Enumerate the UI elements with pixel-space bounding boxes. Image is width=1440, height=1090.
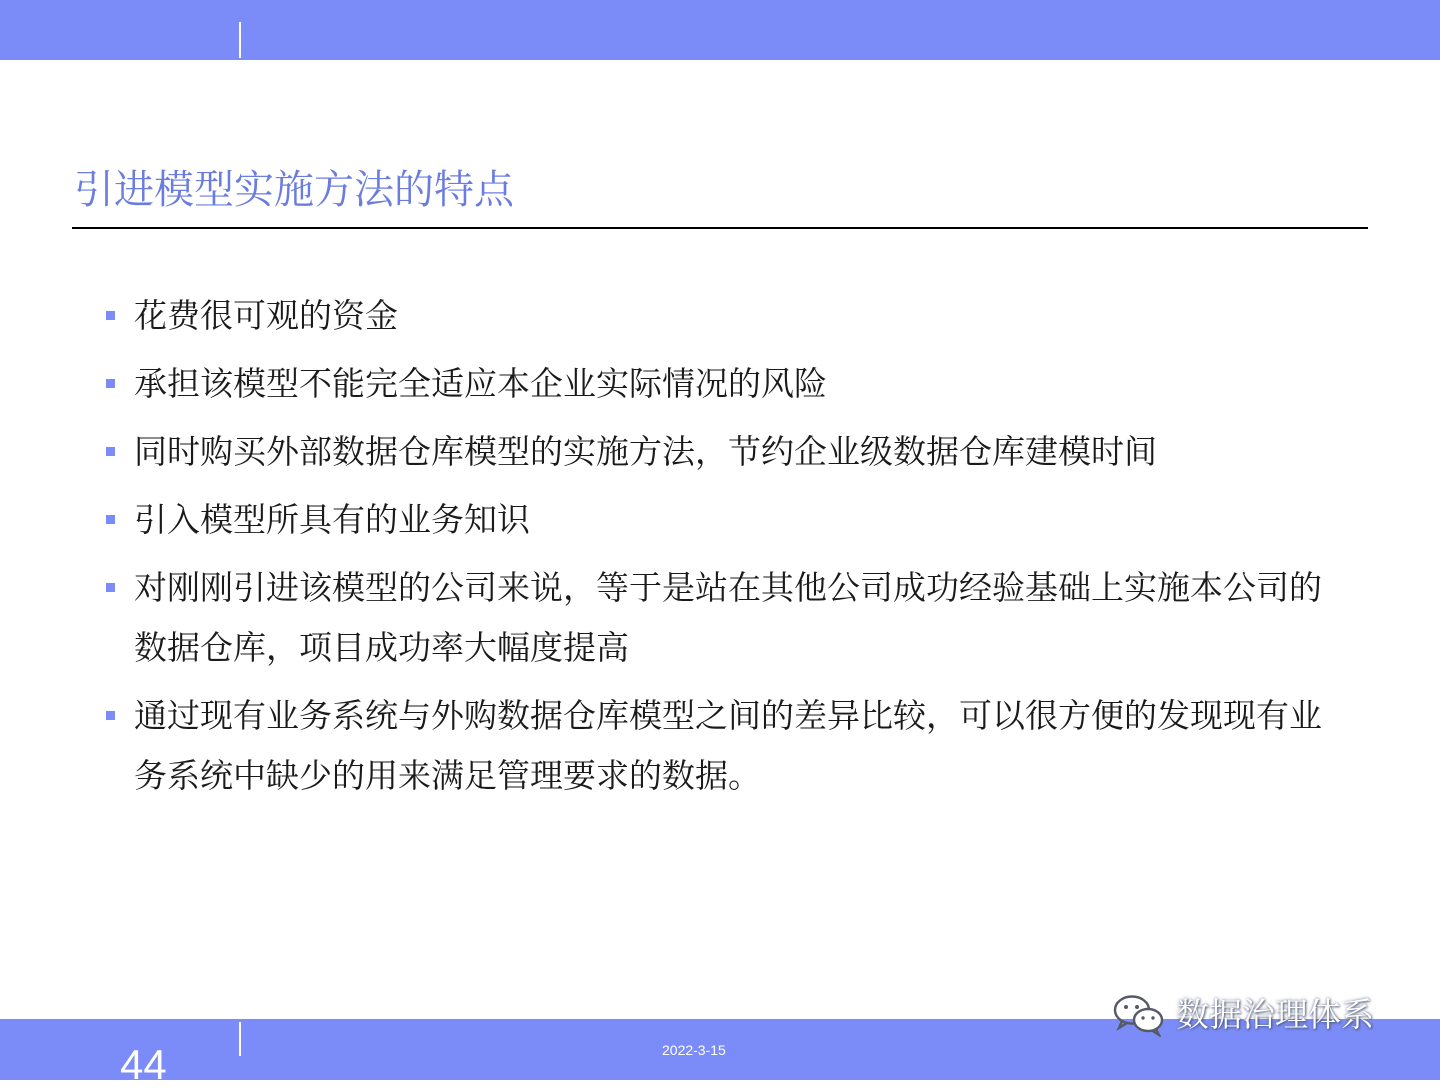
title-underline bbox=[72, 227, 1368, 229]
bottom-bar-divider bbox=[239, 1022, 241, 1056]
bullet-text: 承担该模型不能完全适应本企业实际情况的风险 bbox=[134, 364, 827, 403]
bullet-item bbox=[104, 286, 1334, 346]
square-bullet-icon bbox=[106, 379, 115, 388]
watermark-text: 数据治理体系 bbox=[1176, 995, 1374, 1034]
bullet-item bbox=[104, 558, 1334, 678]
bullet-text: 引入模型所具有的业务知识 bbox=[134, 500, 530, 539]
square-bullet-icon bbox=[106, 311, 115, 320]
bullet-text: 通过现有业务系统与外购数据仓库模型之间的差异比较，可以很方便的发现现有业务系统中缺少的用来满足管理要求的数据。 bbox=[134, 696, 1322, 795]
wechat-icon bbox=[1112, 993, 1166, 1037]
square-bullet-icon bbox=[106, 515, 115, 524]
bullet-item bbox=[104, 686, 1334, 806]
bullet-item bbox=[104, 422, 1334, 482]
watermark bbox=[1112, 992, 1374, 1038]
slide-title: 引进模型实施方法的特点 bbox=[74, 167, 514, 213]
bullet-item bbox=[104, 490, 1334, 550]
bullet-text: 花费很可观的资金 bbox=[134, 296, 398, 335]
square-bullet-icon bbox=[106, 711, 115, 720]
bullet-text: 对刚刚引进该模型的公司来说，等于是站在其他公司成功经验基础上实施本公司的数据仓库，项目成功率大幅度提高 bbox=[134, 568, 1322, 667]
bullet-item bbox=[104, 354, 1334, 414]
slide-date: 2022-3-15 bbox=[662, 1042, 726, 1058]
top-bar-divider bbox=[239, 22, 241, 58]
square-bullet-icon bbox=[106, 583, 115, 592]
top-header-bar bbox=[0, 0, 1440, 60]
bullet-list bbox=[104, 286, 1334, 814]
square-bullet-icon bbox=[106, 447, 115, 456]
page-number: 44 bbox=[120, 1041, 167, 1088]
bullet-text: 同时购买外部数据仓库模型的实施方法，节约企业级数据仓库建模时间 bbox=[134, 432, 1157, 471]
